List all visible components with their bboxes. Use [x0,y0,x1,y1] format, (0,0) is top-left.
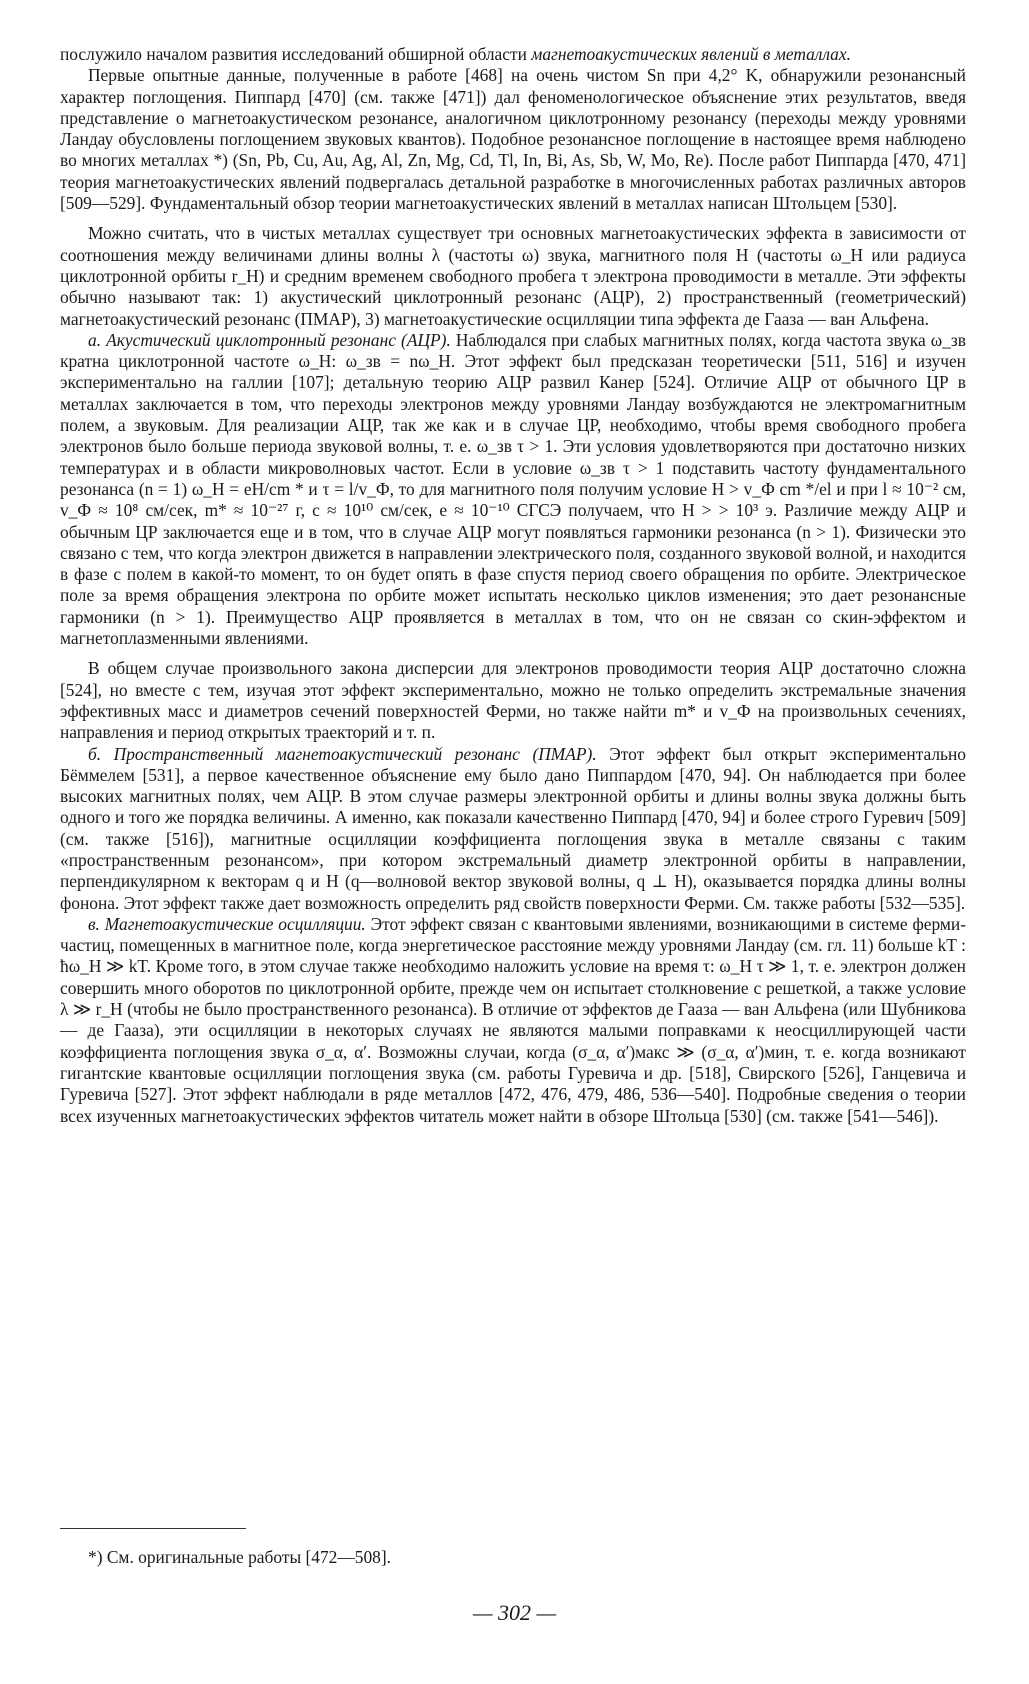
paragraph-2-text: Первые опытные данные, полученные в работе [468] на очень чистом Sn при 4,2° K, обнаружили резонансный характер поглощения. Пиппард [470] (см. также [471]) дал феноменологическое объяснение этих результатов, введя представление о магнетоакустическом резонансе, аналогичном циклотронному резонансу (переходы между уровнями Ландау обусловлены поглощением звуковых квантов). Подобное резонансное поглощение в настоящее время наблюдено во многих металлах *) (Sn, Pb, Cu, Au, Ag, Al, Zn, Mg, Cd, Tl, In, Bi, As, Sb, W, Mo, Re). После работ Пиппарда [470, 471] теория магнетоакустических явлений подвергалась детальной разработке в многочисленных работах различных авторов [509—529]. Фундаментальный обзор теории магнетоакустических явлений в металлах написан Штольцем [530]. [60,65,966,214]
main-text [60,44,966,1127]
footnote: *) См. оригинальные работы [472—508]. [88,1547,391,1567]
section-a [60,330,966,649]
paragraph-3-text: Можно считать, что в чистых металлах существует три основных магнетоакустических эффекта в зависимости от соотношения между величинами длины волны λ (частоты ω) звука, магнитного поля H (частоты ω_H или радиуса циклотронной орбиты r_H) и средним временем свободного пробега τ электрона проводимости в металле. Эти эффекты обычно называют так: 1) акустический циклотронный резонанс (АЦР), 2) пространственный (геометрический) магнетоакустический резонанс (ПМАР), 3) магнетоакустические осцилляции типа эффекта де Гааза — ван Альфена. [60,223,966,329]
section-a-text: Наблюдался при слабых магнитных полях, когда частота звука ω_зв кратна циклотронной частоте ω_H: ω_зв = nω_H. Этот эффект был предсказан теоретически [511, 516] и изучен экспериментально на галлии [107]; детальную теорию АЦР развил Канер [524]. Отличие АЦР от обычного ЦР в металлах заключается в том, что переходы электронов между уровнями Ландау возбуждаются не электромагнитным полем, а звуковым. Для реализации АЦР, так же как и в случае ЦР, необходимо, чтобы время свободного пробега электронов было больше периода звуковой волны, т. е. ω_зв τ > 1. Эти условия удовлетворяются при достаточно низких температурах и в области микроволновых частот. Если в условие ω_зв τ > 1 подставить частоту фундаментального резонанса (n = 1) ω_H = eH/cm * и τ = l/v_Ф, то для магнитного поля получим условие H > v_Ф cm */el и при l ≈ 10⁻² см, v_Ф ≈ 10⁸ см/сек, m* ≈ 10⁻²⁷ г, c ≈ 10¹⁰ см/сек, e ≈ 10⁻¹⁰ СГСЭ получаем, что H > > 10³ э. Различие между АЦР и обычным ЦР заключается еще и в том, что в случае АЦР могут появляться гармоники резонанса (n > 1). Физически это связано с тем, что когда электрон движется в направлении электрического поля, созданного звуковой волной, и находится в фазе с полем в какой-то момент, то он будет опять в фазе спустя период своего обращения по орбите. Электрическое поле за время обращения электрона по орбите может испытать несколько циклов изменения; это дает резонансные гармоники (n > 1). Преимущество АЦР проявляется в металлах в том, что он не связан со скин-эффектом и магнетоплазменными явлениями. [60,329,966,649]
section-a-heading: а. Акустический циклотронный резонанс (АЦР). [88,329,451,350]
footnote-divider [60,1528,246,1529]
paragraph-1 [60,44,966,65]
paragraph-1-text: послужило началом развития исследований обширной области [60,44,532,64]
paragraph-3 [60,223,966,329]
paragraph-2 [60,65,966,214]
section-v-heading: в. Магнетоакустические осцилляции. [88,913,366,934]
section-v [60,914,966,1127]
paragraph-5 [60,658,966,743]
page-number: — 302 — [472,1600,557,1625]
section-b-text: Этот эффект был открыт экспериментально Бёммелем [531], а первое качественное объяснение ему было дано Пиппардом [470, 94]. Он наблюдается при более высоких магнитных полях, чем АЦР. В этом случае размеры электронной орбиты и длины волны звука должны быть одного и того же порядка величины. А именно, как показали качественно Пиппард [470, 94] и более строго Гуревич [509] (см. также [516]), магнитные осцилляции коэффициента поглощения звука в металле связаны с таким «пространственным резонансом», при котором экстремальный диаметр электронной орбиты в направлении, перпендикулярном к векторам q и H (q—волновой вектор звуковой волны, q ⊥ H), оказывается порядка длины волны фонона. Этот эффект также дает возможность определить ряд свойств поверхности Ферми. См. также работы [532—535]. [60,743,966,913]
section-v-text: Этот эффект связан с квантовыми явлениями, возникающими в системе ферми-частиц, помещенных в магнитное поле, когда энергетическое расстояние между уровнями Ландау (см. гл. 11) больше kT : ħω_H ≫ kT. Кроме того, в этом случае также необходимо наложить условие на время τ: ω_H τ ≫ 1, т. е. электрон должен совершить много оборотов по циклотронной орбите, прежде чем он испытает столкновение с решеткой, а также условие λ ≫ r_H (чтобы не было пространственного резонанса). В отличие от эффектов де Гааза — ван Альфена (или Шубникова — де Гааза), эти осцилляции в некоторых случаях не являются малыми поправками к неосциллирующей части коэффициента поглощения звука σ_α, α′. Возможны случаи, когда (σ_α, α′)макс ≫ (σ_α, α′)мин, т. е. когда возникают гигантские квантовые осцилляции поглощения звука (см. работы Гуревича и др. [518], Свирского [526], Ганцевича и Гуревича [527]. Этот эффект наблюдали в ряде металлов [472, 476, 479, 486, 536—540]. Подробные сведения о теории всех изученных магнетоакустических эффектов читатель может найти в обзоре Штольца [530] (см. также [541—546]). [60,913,967,1126]
paragraph-5-text: В общем случае произвольного закона дисперсии для электронов проводимости теория АЦР достаточно сложна [524], но вместе с тем, изучая этот эффект экспериментально, можно не только определить экстремальные значения эффективных масс и диаметров сечений поверхностей Ферми, но также найти m* и v_Ф на произвольных сечениях, направления и период открытых траекторий и т. п. [60,658,966,743]
section-b-heading: б. Пространственный магнетоакустический резонанс (ПМАР). [88,743,597,764]
paragraph-1-italic: магнетоакустических явлений в металлах. [531,44,851,64]
section-b [60,744,966,914]
